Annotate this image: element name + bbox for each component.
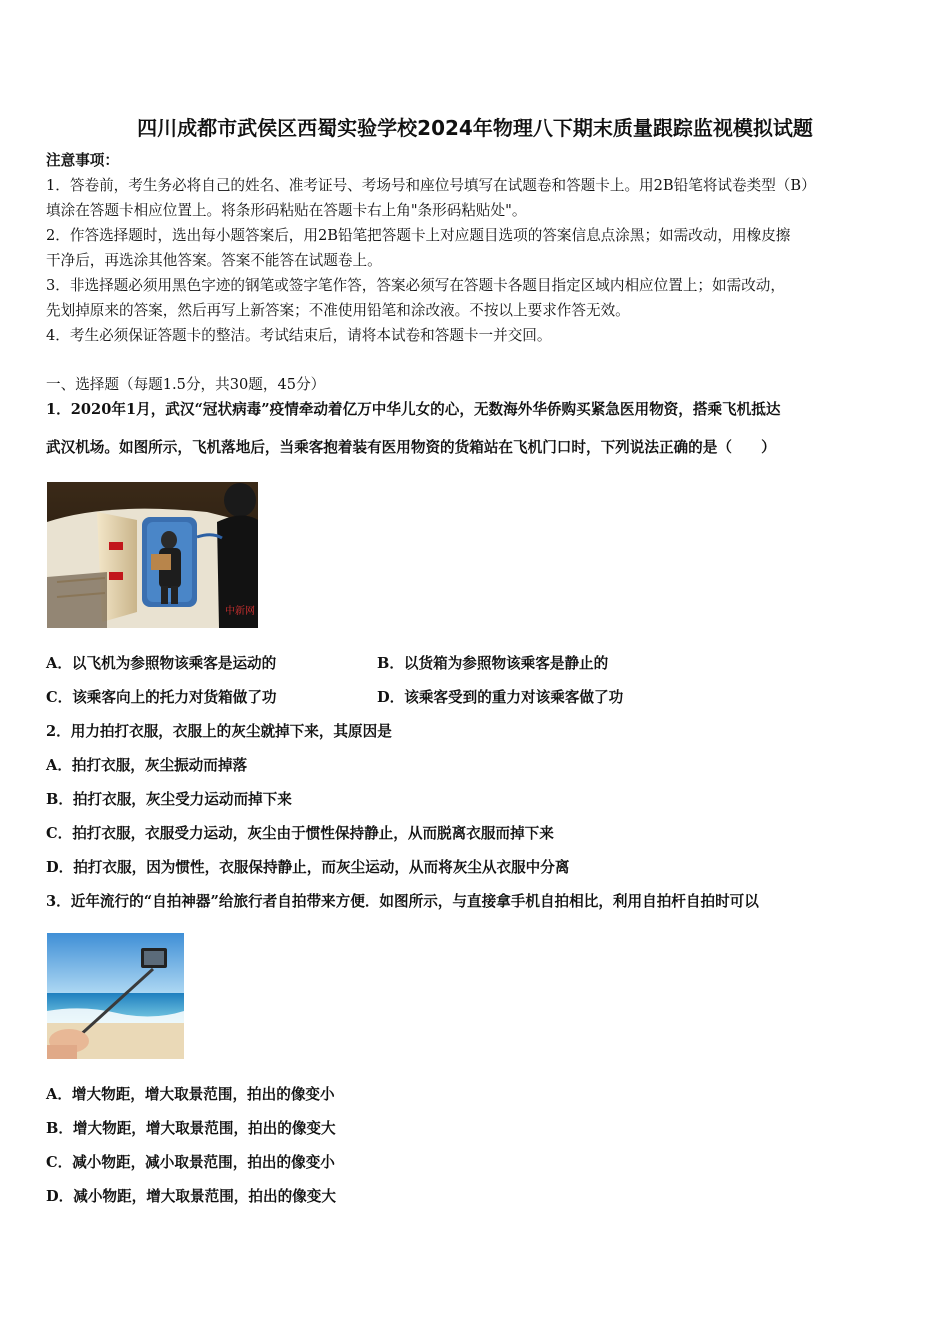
selfie-stick-photo xyxy=(47,933,184,1059)
section-heading: 一、选择题（每题1.5分，共30题，45分） xyxy=(46,376,326,393)
question-3-option-b: B．增大物距，增大取景范围，拍出的像变大 xyxy=(46,1120,336,1137)
notice-line: 干净后，再选涂其他答案。答案不能答在试题卷上。 xyxy=(46,252,382,269)
notice-line: 填涂在答题卡相应位置上。将条形码粘贴在答题卡右上角"条形码粘贴处"。 xyxy=(46,202,527,219)
airplane-door-photo xyxy=(47,482,258,628)
notice-heading: 注意事项： xyxy=(46,152,119,169)
question-1-stem: 1．2020年1月，武汉“冠状病毒”疫情牵动着亿万中华儿女的心，无数海外华侨购买紧急医用物资，搭乘飞机抵达 xyxy=(46,401,781,418)
selfie-stick-illustration xyxy=(47,933,184,1059)
question-3-option-d: D．减小物距，增大取景范围，拍出的像变大 xyxy=(46,1188,336,1205)
question-3-option-c: C．减小物距，减小取景范围，拍出的像变小 xyxy=(46,1154,335,1171)
question-1-stem: 武汉机场。如图所示，飞机落地后，当乘客抱着装有医用物资的货箱站在飞机门口时，下列说法正确的是（ ） xyxy=(46,439,776,456)
question-2-option-c: C．拍打衣服，衣服受力运动，灰尘由于惯性保持静止，从而脱离衣服而掉下来 xyxy=(46,825,554,842)
question-2-option-a: A．拍打衣服，灰尘振动而掉落 xyxy=(46,757,248,774)
question-2-option-b: B．拍打衣服，灰尘受力运动而掉下来 xyxy=(46,791,292,808)
notice-line: 3．非选择题必须用黑色字迹的钢笔或签字笔作答，答案必须写在答题卡各题目指定区域内相应位置上；如需改动， xyxy=(46,277,785,294)
airplane-door-illustration xyxy=(47,482,258,628)
notice-line: 1．答卷前，考生务必将自己的姓名、准考证号、考场号和座位号填写在试题卷和答题卡上。用2B铅笔将试卷类型（B） xyxy=(46,177,816,194)
notice-line: 先划掉原来的答案，然后再写上新答案；不准使用铅笔和涂改液。不按以上要求作答无效。 xyxy=(46,302,630,319)
question-1-option-c: C．该乘客向上的托力对货箱做了功 xyxy=(46,689,277,706)
question-2-option-d: D．拍打衣服，因为惯性，衣服保持静止，而灰尘运动，从而将灰尘从衣服中分离 xyxy=(46,859,570,876)
question-3-stem: 3．近年流行的“自拍神器”给旅行者自拍带来方便．如图所示，与直接拿手机自拍相比，利用自拍杆自拍时可以 xyxy=(46,893,759,910)
notice-line: 4．考生必须保证答题卡的整洁。考试结束后，请将本试卷和答题卡一并交回。 xyxy=(46,327,552,344)
exam-title: 四川成都市武侯区西蜀实验学校2024年物理八下期末质量跟踪监视模拟试题 xyxy=(137,116,813,140)
question-1-option-d: D．该乘客受到的重力对该乘客做了功 xyxy=(377,689,624,706)
notice-line: 2．作答选择题时，选出每小题答案后，用2B铅笔把答题卡上对应题目选项的答案信息点涂黑；如需改动，用橡皮擦 xyxy=(46,227,791,244)
question-1-option-b: B．以货箱为参照物该乘客是静止的 xyxy=(377,655,609,672)
question-3-option-a: A．增大物距，增大取景范围，拍出的像变小 xyxy=(46,1086,335,1103)
question-2-stem: 2．用力拍打衣服，衣服上的灰尘就掉下来，其原因是 xyxy=(46,723,392,740)
photo-watermark: 中新网 xyxy=(225,606,255,617)
question-1-option-a: A．以飞机为参照物该乘客是运动的 xyxy=(46,655,277,672)
